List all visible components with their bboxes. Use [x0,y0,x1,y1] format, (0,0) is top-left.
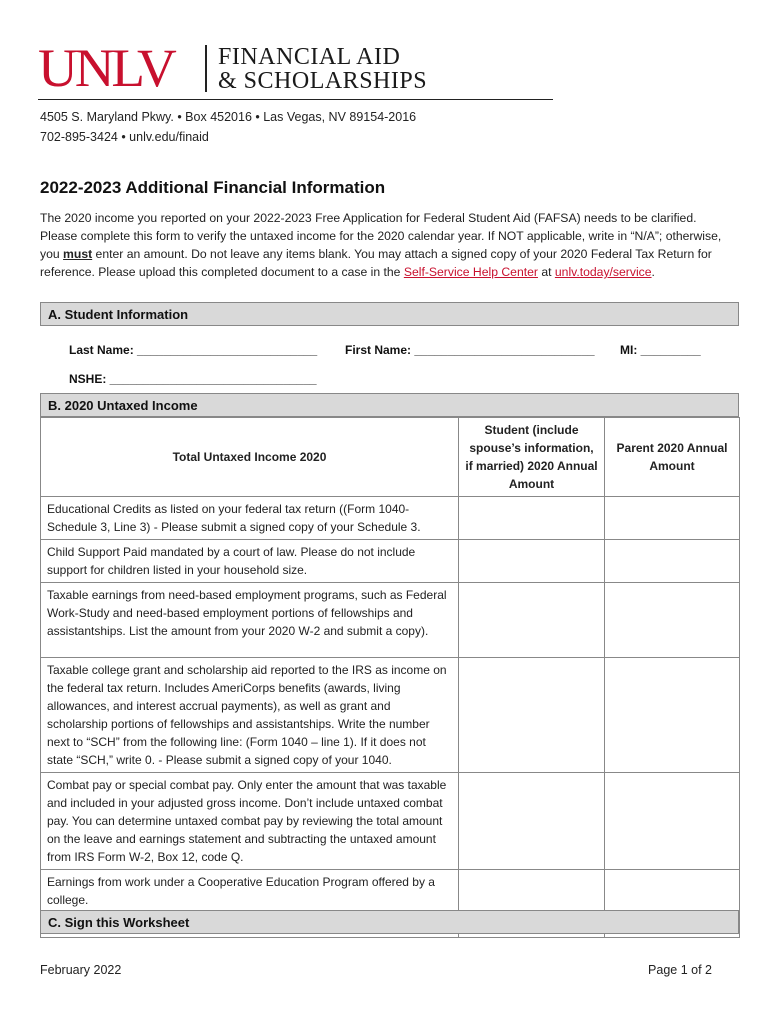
self-service-help-center-link[interactable]: Self-Service Help Center [403,265,538,279]
department-name-line1: FINANCIAL AID [218,44,401,70]
address-line: 4505 S. Maryland Pkwy. • Box 452016 • Las Vegas, NV 89154-2016 [40,110,417,124]
page-number: Page 1 of 2 [648,963,712,977]
student-amount-cell[interactable] [459,658,605,773]
nshe-field[interactable]: NSHE: _______________________________ [69,372,317,386]
col-header-parent: Parent 2020 Annual Amount [605,418,740,497]
unlv-service-link[interactable]: unlv.today/service [554,265,652,279]
table-row [41,773,740,870]
row-label-cooperative-education: Earnings from work under a Cooperative Education Program offered by a college. [41,870,459,913]
row-label-combat-pay: Combat pay or special combat pay. Only enter the amount that was taxable and included in your adjusted gross income. Don’t include untaxed combat pay. You can determine untaxed combat pay by reviewing the total amount on the leave and earnings statement and subtracting the untaxed amount from IRS Form W-2, Box 12, code Q. [41,773,459,870]
student-amount-cell[interactable] [459,773,605,870]
first-name-field[interactable]: First Name: ___________________________ [345,343,595,357]
parent-amount-cell[interactable] [605,583,740,658]
must-emphasis: must [63,247,93,261]
student-amount-cell[interactable] [459,583,605,658]
table-row [41,583,740,658]
header [38,40,553,102]
parent-amount-cell[interactable] [605,658,740,773]
footer-date: February 2022 [40,963,122,977]
table-row [41,870,740,913]
parent-amount-cell[interactable] [605,773,740,870]
row-label-work-study: Taxable earnings from need-based employment programs, such as Federal Work-Study and need-based employment portions of fellowships and assistantships. List the amount from your 2020 W-2 and submit a copy). [41,583,459,658]
untaxed-income-table [40,417,740,938]
parent-amount-cell[interactable] [605,540,740,583]
parent-amount-cell[interactable] [605,870,740,913]
table-row [41,658,740,773]
table-row [41,497,740,540]
row-label-child-support: Child Support Paid mandated by a court of law. Please do not include support for children listed in your household size. [41,540,459,583]
page-title: 2022-2023 Additional Financial Information [40,178,386,197]
header-rule [38,99,553,100]
student-amount-cell[interactable] [459,540,605,583]
col-header-item: Total Untaxed Income 2020 [41,418,459,497]
row-label-educational-credits: Educational Credits as listed on your federal tax return ((Form 1040-Schedule 3, Line 3) - Please submit a signed copy of your Schedule 3. [41,497,459,540]
student-amount-cell[interactable] [459,497,605,540]
section-a-header: A. Student Information [40,302,739,326]
unlv-logo: UNLV [38,38,174,98]
section-c-header: C. Sign this Worksheet [40,910,739,934]
student-amount-cell[interactable] [459,870,605,913]
parent-amount-cell[interactable] [605,497,740,540]
contact-line: 702-895-3424 • unlv.edu/finaid [40,130,209,144]
section-b-header: B. 2020 Untaxed Income [40,393,739,417]
logo-divider [205,45,207,92]
mi-field[interactable]: MI: _________ [620,343,701,357]
table-row [41,540,740,583]
department-name-line2: & SCHOLARSHIPS [218,68,428,94]
col-header-student: Student (include spouse’s information, if married) 2020 Annual Amount [459,418,605,497]
last-name-field[interactable]: Last Name: ___________________________ [69,343,318,357]
intro-paragraph: The 2020 income you reported on your 2022-2023 Free Application for Federal Student Aid (FAFSA) needs to be clarified. Please complete this form to verify the untaxed income for the 2020 calendar year. If NOT applicable, write in “N/A”; otherwise, you must enter an amount. Do not leave any items blank. You may attach a signed copy of your 2020 Federal Tax Return for reference. Please upload this completed document to a case in the Self-Service Help Center at unlv.today/service. [40,211,722,279]
table-header-row [41,418,740,497]
row-label-grant-scholarship: Taxable college grant and scholarship aid reported to the IRS as income on the federal tax return. Includes AmeriCorps benefits (awards, living allowances, and interest accrual payments), as well as grant and scholarship portions of fellowships and assistantships. Write the number next to “SCH” from the following line: (Form 1040 – line 1). If it does not state “SCH,” write 0. - Please submit a signed copy of your 1040. [41,658,459,773]
